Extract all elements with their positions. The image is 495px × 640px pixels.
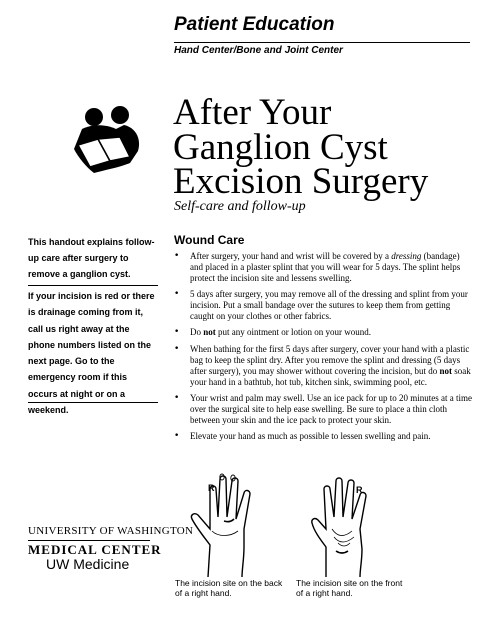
uw-logo-divider: [28, 540, 150, 541]
document-title-line: After Your: [173, 92, 332, 133]
hand-label: R: [356, 485, 363, 495]
sidebar-alert-box: If your incision is red or there is drainage coming from it, call us right away at the phone numbers listed on the next page. Go to the emergency room if this occurs at night or on a weekend.: [28, 285, 158, 403]
sidebar-intro: This handout explains follow-up care after surgery to remove a ganglion cyst.: [28, 237, 155, 279]
document-subtitle: Self-care and follow-up: [174, 199, 306, 214]
list-item: • After surgery, your hand and wrist will be covered by a dressing (bandage) and placed in a plaster splint that you will wear for 5 days. The splint helps protect the incision site and lessens swelling.: [174, 251, 474, 284]
document-title-line: Ganglion Cyst: [173, 126, 388, 168]
hand-front-figure: [306, 467, 386, 577]
list-item: • Your wrist and palm may swell. Use an ice pack for up to 20 minutes at a time over the surgical site to help ease swelling. Be sure to place a thin cloth between your skin and the ice pack to protect your skin.: [174, 393, 474, 426]
uw-logo-line3: UW Medicine: [46, 556, 130, 572]
hand-label: R: [208, 483, 215, 493]
figure-caption: The incision site on the back of a right hand.: [175, 578, 283, 598]
document-title-line: Excision Surgery: [173, 161, 429, 202]
bullet-list: [174, 251, 474, 448]
uw-logo-line1: UNIVERSITY OF WASHINGTON: [28, 525, 194, 537]
header-subtitle: Hand Center/Bone and Joint Center: [174, 45, 343, 56]
header-title: Patient Education: [174, 14, 335, 35]
list-item: • 5 days after surgery, you may remove all of the dressing and splint from your incision. Put a small bandage over the sutures to keep them from getting caught on your clothes or other fabrics.: [174, 289, 474, 322]
section-heading: Wound Care: [174, 233, 245, 247]
hand-back-figure: [186, 467, 276, 577]
figure-caption: The incision site on the front of a right hand.: [296, 578, 403, 598]
list-item: • Do not put any ointment or lotion on your wound.: [174, 327, 474, 338]
header-divider: [174, 42, 470, 43]
list-item: • When bathing for the first 5 days after surgery, cover your hand with a plastic bag to keep the splint dry. After you remove the splint and dressing (5 days after surgery), you may shower without covering the incision, but do not soak your hand in a bathtub, hot tub, kitchen sink, swimming pool, etc.: [174, 344, 474, 388]
list-item: • Elevate your hand as much as possible to lessen swelling and pain.: [174, 431, 474, 442]
uw-logo-line2: MEDICAL CENTER: [28, 542, 162, 557]
people-reading-icon: [64, 105, 146, 177]
document-title: [173, 92, 473, 202]
